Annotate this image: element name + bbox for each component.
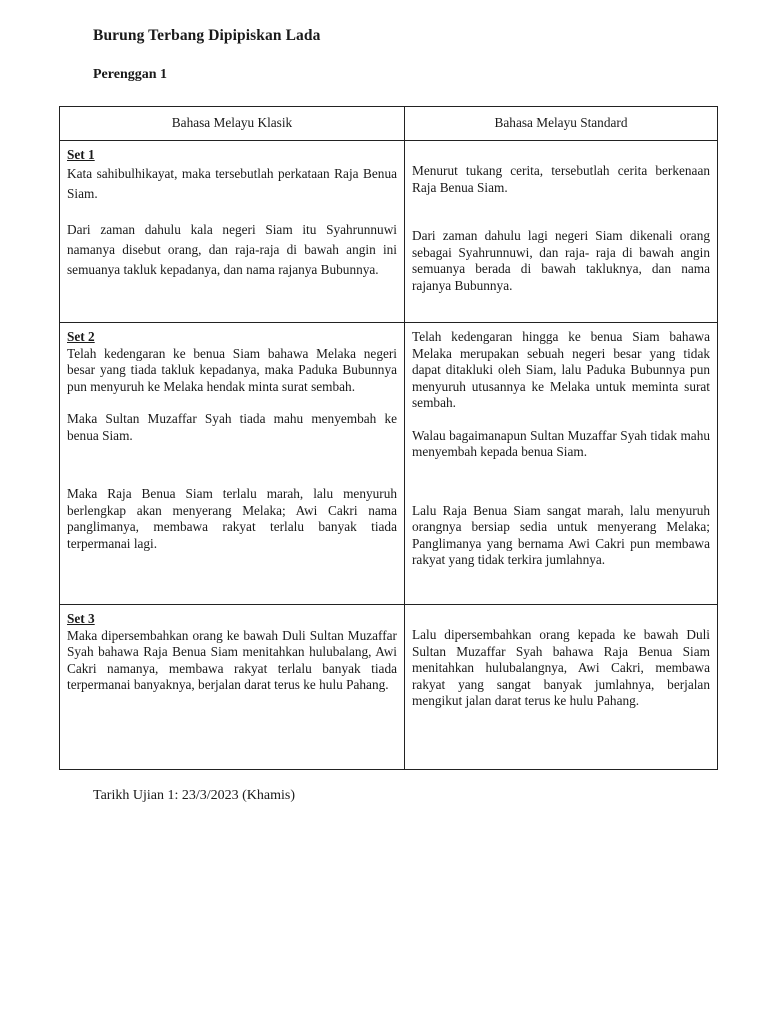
paragraph: Dari zaman dahulu kala negeri Siam itu Syahrunnuwi namanya disebut orang, dan raja-raja di bawah angin ini semuanya takluk kepadanya, dan nama rajanya Bubunnya. bbox=[67, 221, 397, 277]
table-header-row bbox=[60, 107, 718, 141]
header-standard: Bahasa Melayu Standard bbox=[405, 107, 718, 141]
cell-standard-set-2 bbox=[405, 323, 718, 605]
cell-standard-set-1 bbox=[405, 141, 718, 323]
table-row bbox=[60, 323, 718, 605]
test-date: Tarikh Ujian 1: 23/3/2023 (Khamis) bbox=[93, 788, 295, 803]
cell-klasik-set-3 bbox=[60, 605, 405, 770]
paragraph: Menurut tukang cerita, tersebutlah cerita berkenaan Raja Benua Siam. bbox=[412, 163, 710, 195]
paragraph: Kata sahibulhikayat, maka tersebutlah perkataan Raja Benua Siam. bbox=[67, 165, 397, 201]
paragraph: Telah kedengaran hingga ke benua Siam bahawa Melaka merupakan sebuah negeri besar yang tidak dapat ditakluki oleh Siam, lalu Paduka Bubunnya pun menyuruh utusannya ke Melaka untuk meminta surat sembah. bbox=[412, 329, 710, 410]
paragraph: Walau bagaimanapun Sultan Muzaffar Syah tidak mahu menyembah kepada benua Siam. bbox=[412, 427, 710, 459]
paragraph: Lalu Raja Benua Siam sangat marah, lalu menyuruh orangnya bersiap sedia untuk menyerang Melaka; Panglimanya yang bernama Awi Cakri pun membawa rakyat yang tidak terkira jumlahnya. bbox=[412, 502, 710, 567]
cell-klasik-set-2 bbox=[60, 323, 405, 605]
paragraph: Maka dipersembahkan orang ke bawah Duli Sultan Muzaffar Syah bahawa Raja Benua Siam menitahkan hulubalang, Awi Cakri namanya, membawa rakyat terlalu banyak tiada terpermanai banyaknya, berjalan darat terus ke hulu Pahang. bbox=[67, 627, 397, 692]
paragraph: Lalu dipersembahkan orang kepada ke bawah Duli Sultan Muzaffar Syah bahawa Raja Benua Siam menitahkan hulubalangnya, Awi Cakri, membawa rakyat yang sangat banyak jumlahnya, berjalan mengikut jalan darat terus ke hulu Pahang. bbox=[412, 627, 710, 708]
paragraph: Dari zaman dahulu lagi negeri Siam dikenali orang sebagai Syahrunnuwi, dan raja- raja di bawah angin semuanya berada di bawah takluknya, dan nama rajanya Bubunnya. bbox=[412, 228, 710, 293]
header-klasik: Bahasa Melayu Klasik bbox=[60, 107, 405, 141]
paragraph: Maka Raja Benua Siam terlalu marah, lalu menyuruh berlengkap akan menyerang Melaka; Awi Cakri nama panglimanya, membawa rakyat terlalu banyak tiada terpermanai lagi. bbox=[67, 486, 397, 551]
paragraph-heading: Perenggan 1 bbox=[93, 67, 168, 82]
set-label: Set 1 bbox=[67, 147, 95, 162]
paragraph: Maka Sultan Muzaffar Syah tiada mahu menyembah ke benua Siam. bbox=[67, 411, 397, 443]
comparison-table bbox=[59, 106, 718, 770]
paragraph: Telah kedengaran ke benua Siam bahawa Melaka negeri besar yang tiada takluk kepadanya, maka Paduka Bubunnya pun menyuruh ke Melaka hendak minta surat sembah. bbox=[67, 345, 397, 394]
table-row bbox=[60, 141, 718, 323]
cell-standard-set-3 bbox=[405, 605, 718, 770]
set-label: Set 2 bbox=[67, 329, 95, 344]
set-label: Set 3 bbox=[67, 611, 95, 626]
cell-klasik-set-1 bbox=[60, 141, 405, 323]
document-title: Burung Terbang Dipipiskan Lada bbox=[93, 27, 321, 44]
table-row bbox=[60, 605, 718, 770]
